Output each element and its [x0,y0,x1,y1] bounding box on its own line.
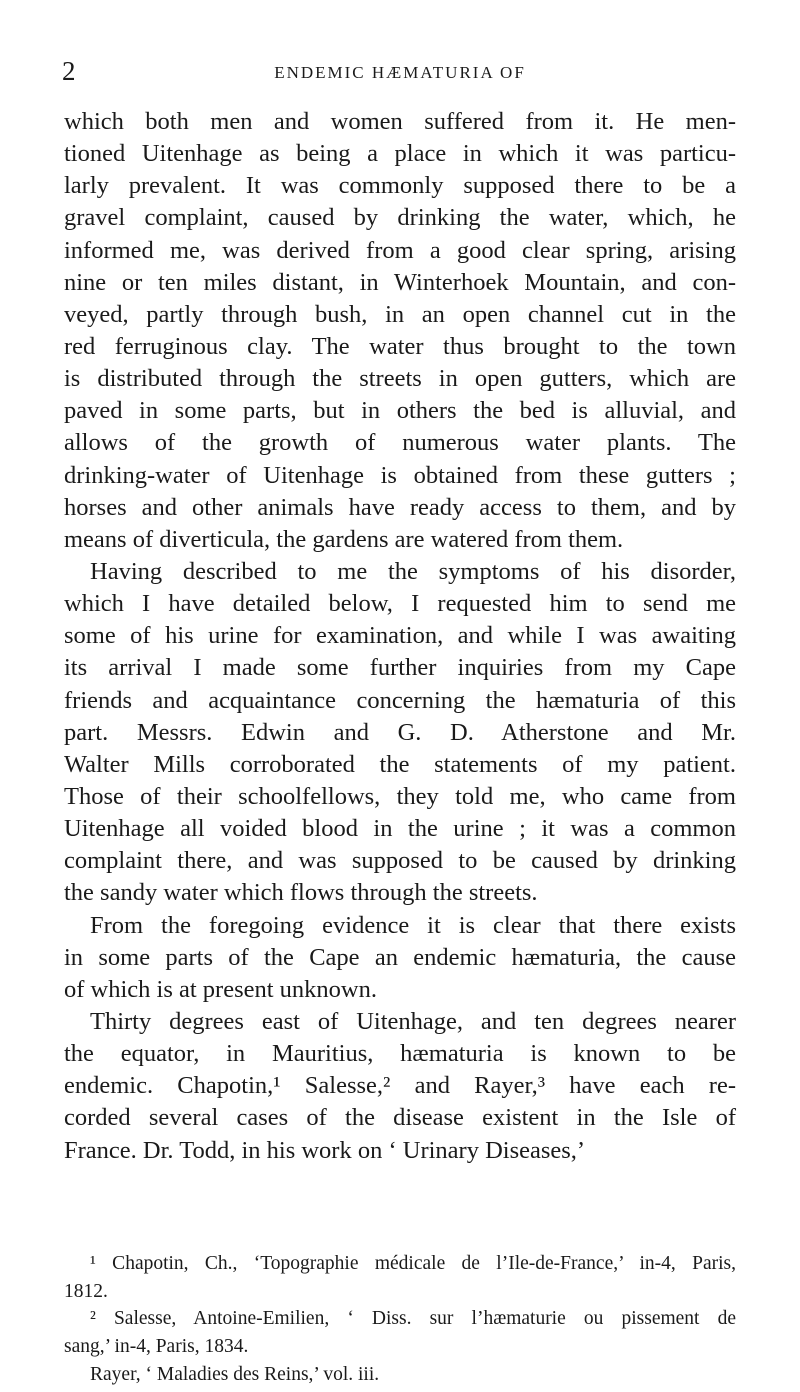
text-line: From the foregoing evidence it is clear that there exists [90,911,736,939]
text-line: which I have detailed below, I requested him to send me [64,590,736,618]
body-text [64,106,736,1167]
footnote-line: sang,’ in-4, Paris, 1834. [64,1336,249,1358]
text-line: France. Dr. Todd, in his work on ‘ Urinary Diseases,’ [64,1136,586,1164]
text-line: Walter Mills corroborated the statements of my patient. [64,750,736,778]
text-line: paved in some parts, but in others the bed is alluvial, and [64,397,736,425]
text-line: tioned Uitenhage as being a place in which it was particu- [64,140,736,168]
footnote-line: ² Salesse, Antoine-Emilien, ‘ Diss. sur l’hæmaturie ou pissement de [90,1308,736,1330]
running-head: ENDEMIC HÆMATURIA OF [274,63,526,82]
text-line: its arrival I made some further inquiries from my Cape [64,654,736,682]
text-line: informed me, was derived from a good clear spring, arising [64,236,736,264]
text-line: drinking-water of Uitenhage is obtained from these gutters ; [64,461,736,489]
page-number: 2 [62,56,76,86]
footnote-line: ¹ Chapotin, Ch., ‘Topographie médicale de l’Ile-de-France,’ in-4, Paris, [90,1253,736,1274]
text-line: is distributed through the streets in open gutters, which are [64,365,736,393]
text-line: the equator, in Mauritius, hæmaturia is known to be [64,1040,736,1068]
text-line: Uitenhage all voided blood in the urine ; it was a common [64,815,736,843]
text-line: Thirty degrees east of Uitenhage, and ten degrees nearer [90,1007,736,1035]
text-line: Those of their schoolfellows, they told me, who came from [64,782,736,810]
text-line: Having described to me the symptoms of his disorder, [90,557,736,585]
text-line: the sandy water which flows through the streets. [64,879,538,907]
text-line: corded several cases of the disease existent in the Isle of [64,1104,736,1132]
text-line: endemic. Chapotin,¹ Salesse,² and Rayer,³ have each re- [64,1072,736,1100]
text-line: complaint there, and was supposed to be caused by drinking [64,847,736,875]
text-line: which both men and women suffered from it. He men- [64,108,736,135]
text-line: means of diverticula, the gardens are watered from them. [64,525,624,553]
text-line: in some parts of the Cape an endemic hæmaturia, the cause [64,943,736,971]
footnotes [64,1250,736,1388]
text-line: part. Messrs. Edwin and G. D. Atherstone and Mr. [64,718,736,746]
text-line: some of his urine for examination, and while I was awaiting [64,622,736,650]
footnote-line: 1812. [64,1280,108,1302]
text-line: friends and acquaintance concerning the hæmaturia of this [64,686,736,714]
text-line: red ferruginous clay. The water thus brought to the town [64,332,736,360]
text-line: horses and other animals have ready access to them, and by [64,493,736,521]
text-line: veyed, partly through bush, in an open channel cut in the [64,300,736,328]
text-line: allows of the growth of numerous water plants. The [64,429,736,457]
text-line: larly prevalent. It was commonly supposed there to be a [64,172,736,200]
text-line: gravel complaint, caused by drinking the water, which, he [64,204,736,232]
text-line: nine or ten miles distant, in Winterhoek Mountain, and con- [64,268,736,296]
text-line: of which is at present unknown. [64,975,377,1003]
footnote-line: Rayer, ‘ Maladies des Reins,’ vol. iii. [90,1363,380,1385]
